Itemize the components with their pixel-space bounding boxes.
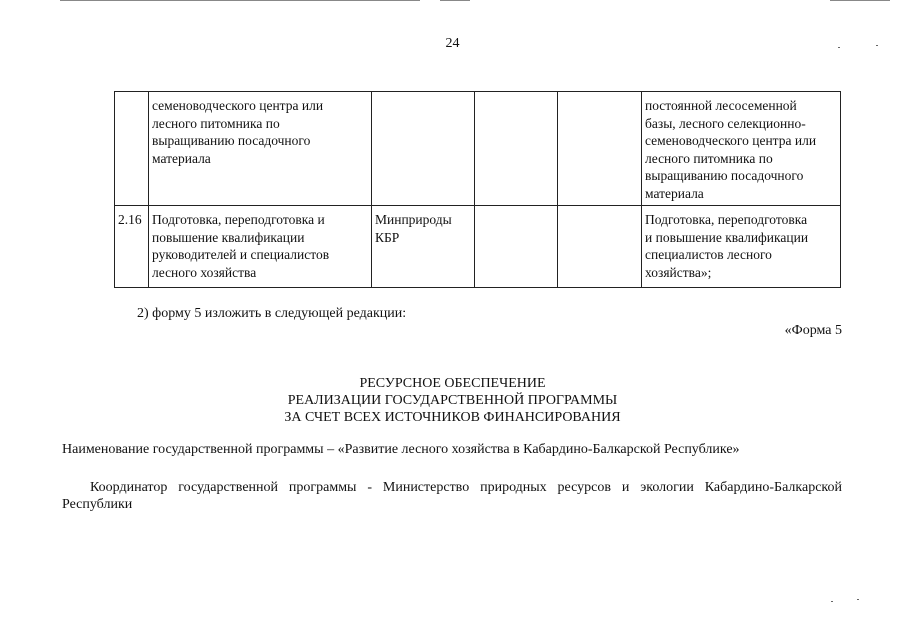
cell-line: КБР bbox=[375, 229, 400, 245]
cell-line: руководителей и специалистов bbox=[152, 247, 330, 262]
scan-speck bbox=[857, 599, 859, 600]
scan-edge-line bbox=[440, 0, 470, 1]
row-number-cell: 2.16 bbox=[115, 206, 149, 288]
row-number-cell bbox=[115, 92, 149, 206]
cell-line: лесного питомника по bbox=[645, 150, 773, 166]
cell-line: материала bbox=[645, 185, 704, 201]
cell-line: Подготовка, переподготовка bbox=[645, 212, 808, 227]
cell-line: выращиванию посадочного bbox=[645, 168, 804, 183]
end-cell bbox=[558, 206, 642, 288]
program-name-line: Наименование государственной программы – «Развитие лесного хозяйства в Кабардино-Балкарской Республике» bbox=[62, 442, 740, 457]
result-cell bbox=[642, 92, 841, 206]
executor-cell bbox=[372, 206, 475, 288]
cell-line: и повышение квалификации bbox=[645, 229, 809, 245]
cell-line: Подготовка, переподготовка и bbox=[152, 212, 325, 227]
cell-line: базы, лесного селекционно- bbox=[645, 115, 806, 131]
section-title-line: РЕАЛИЗАЦИИ ГОСУДАРСТВЕННОЙ ПРОГРАММЫ bbox=[287, 393, 618, 408]
start-cell bbox=[475, 206, 558, 288]
cell-line: семеноводческого центра или bbox=[152, 98, 324, 113]
coordinator-line: Координатор государственной программы - Министерство природных ресурсов и экологии Кабардино-Балкарской Республики bbox=[62, 480, 842, 512]
cell-line: хозяйства»; bbox=[645, 264, 712, 280]
cell-line: материала bbox=[152, 150, 211, 166]
executor-cell bbox=[372, 92, 475, 206]
scan-edge-line bbox=[830, 0, 890, 1]
page-number: 24 bbox=[445, 36, 460, 51]
cell-line: лесного питомника по bbox=[152, 115, 280, 131]
cell-line: постоянной лесосеменной bbox=[645, 98, 797, 113]
cell-line: выращиванию посадочного bbox=[152, 133, 311, 148]
table-row bbox=[115, 206, 841, 288]
amendment-note: 2) форму 5 изложить в следующей редакции: bbox=[137, 306, 407, 321]
result-cell bbox=[642, 206, 841, 288]
measures-table bbox=[114, 91, 841, 288]
form-label: «Форма 5 bbox=[784, 323, 842, 338]
cell-line: Минприроды bbox=[375, 212, 452, 227]
cell-line: специалистов лесного bbox=[645, 247, 772, 262]
scan-speck bbox=[831, 601, 833, 602]
measure-name-cell bbox=[149, 206, 372, 288]
cell-line: лесного хозяйства bbox=[152, 264, 257, 280]
cell-line: семеноводческого центра или bbox=[645, 133, 817, 148]
measure-name-cell bbox=[149, 92, 372, 206]
start-cell bbox=[475, 92, 558, 206]
cell-line: повышение квалификации bbox=[152, 229, 305, 245]
scan-edge-line bbox=[60, 0, 420, 1]
end-cell bbox=[558, 92, 642, 206]
section-title-line: РЕСУРСНОЕ ОБЕСПЕЧЕНИЕ bbox=[359, 376, 546, 391]
table-row bbox=[115, 92, 841, 206]
section-title-line: ЗА СЧЕТ ВСЕХ ИСТОЧНИКОВ ФИНАНСИРОВАНИЯ bbox=[284, 410, 621, 425]
